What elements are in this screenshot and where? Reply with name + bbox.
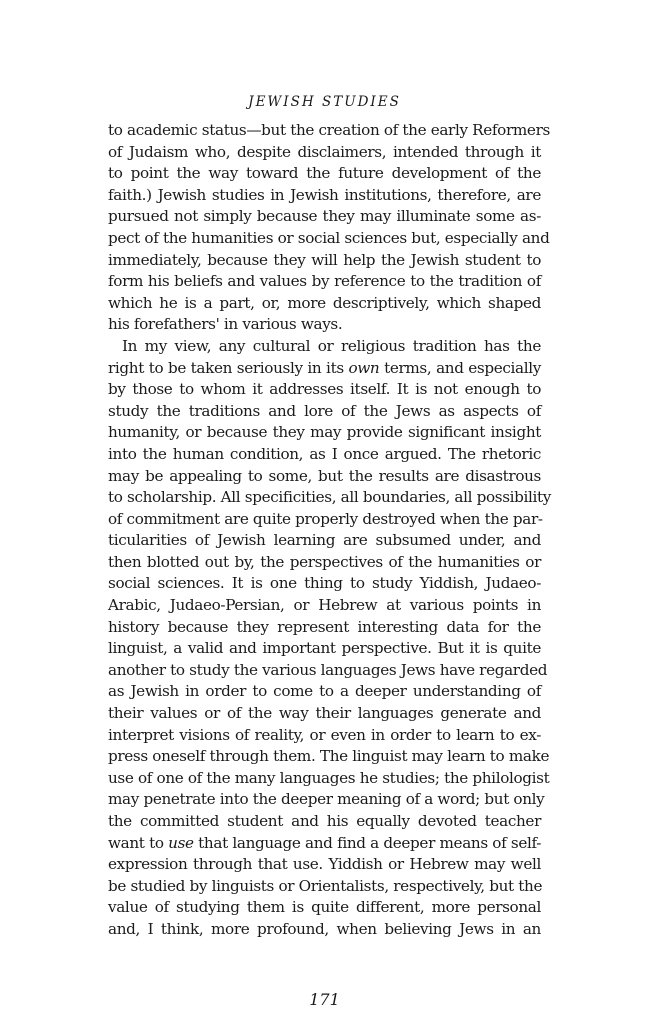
text-line: of commitment are quite properly destroyed when the par- bbox=[108, 509, 543, 528]
text-line: use of one of the many languages he studies; the philologist bbox=[108, 768, 550, 787]
text-line: immediately, because they will help the Jewish student to bbox=[108, 250, 541, 269]
text-line: press oneself through them. The linguist may learn to make bbox=[108, 747, 550, 766]
paragraph bbox=[108, 120, 550, 336]
text-line: In my view, any cultural or religious tradition has the bbox=[122, 336, 541, 355]
text-line: study the traditions and lore of the Jews as aspects of bbox=[108, 401, 541, 420]
text-line: pursued not simply because they may illuminate some as- bbox=[108, 207, 541, 226]
text-line: may be appealing to some, but the results are disastrous bbox=[108, 466, 541, 485]
text-line: interpret visions of reality, or even in order to learn to ex- bbox=[108, 725, 541, 744]
body-text bbox=[108, 120, 552, 941]
book-page bbox=[108, 90, 552, 1009]
text-line: linguist, a valid and important perspective. But it is quite bbox=[108, 639, 541, 658]
text-line: another to study the various languages Jews have regarded bbox=[108, 660, 548, 679]
text-line: pect of the humanities or social sciences but, especially and bbox=[108, 228, 550, 247]
text-line: form his beliefs and values by reference to the tradition of bbox=[108, 272, 541, 291]
text-line: to point the way toward the future development of the bbox=[108, 164, 541, 183]
text-line: right to be taken seriously in its own terms, and especially bbox=[108, 358, 541, 377]
text-line: history because they represent interesting data for the bbox=[108, 617, 541, 636]
text-line: may penetrate into the deeper meaning of a word; but only bbox=[108, 790, 545, 809]
text-line: Arabic, Judaeo-Persian, or Hebrew at various points in bbox=[108, 596, 541, 615]
text-line: ticularities of Jewish learning are subsumed under, and bbox=[108, 531, 541, 550]
text-line: expression through that use. Yiddish or Hebrew may well bbox=[108, 855, 541, 874]
text-line: value of studying them is quite different, more personal bbox=[108, 898, 541, 917]
running-head: JEWISH STUDIES bbox=[248, 94, 401, 110]
text-line: to scholarship. All specificities, all boundaries, all possibility bbox=[108, 488, 552, 507]
text-line: social sciences. It is one thing to study Yiddish, Judaeo- bbox=[108, 574, 541, 593]
text-line: by those to whom it addresses itself. It is not enough to bbox=[108, 380, 541, 399]
text-line: want to use that language and find a deeper means of self- bbox=[108, 833, 541, 852]
text-line: to academic status—but the creation of the early Reformers bbox=[108, 121, 550, 139]
text-line: their values or of the way their languages generate and bbox=[108, 704, 541, 723]
text-line: and, I think, more profound, when believing Jews in an bbox=[108, 919, 541, 938]
text-line: of Judaism who, despite disclaimers, intended through it bbox=[108, 142, 541, 161]
text-line: as Jewish in order to come to a deeper understanding of bbox=[108, 682, 541, 701]
text-line: into the human condition, as I once argued. The rhetoric bbox=[108, 444, 541, 463]
text-line: humanity, or because they may provide significant insight bbox=[108, 423, 541, 442]
text-line: then blotted out by, the perspectives of the humanities or bbox=[108, 552, 541, 571]
text-line: be studied by linguists or Orientalists, respectively, but the bbox=[108, 876, 543, 895]
text-line: which he is a part, or, more descriptively, which shaped bbox=[108, 293, 541, 312]
text-line: his forefathers' in various ways. bbox=[108, 315, 343, 334]
page-number: 171 bbox=[309, 990, 340, 1009]
text-line: the committed student and his equally devoted teacher bbox=[108, 812, 541, 830]
text-line: faith.) Jewish studies in Jewish institutions, therefore, are bbox=[108, 185, 541, 204]
paragraph bbox=[108, 336, 552, 941]
